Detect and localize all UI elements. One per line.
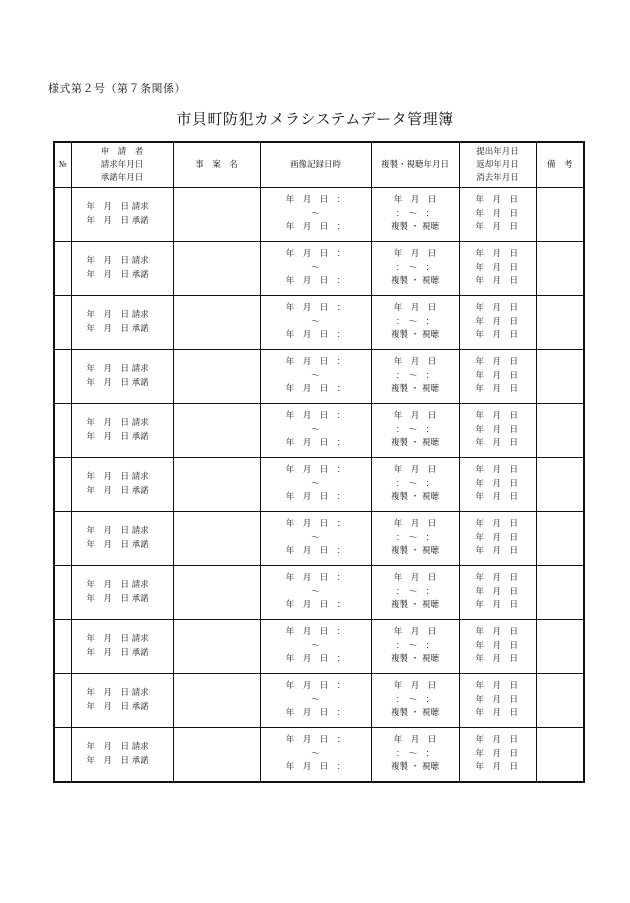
cell-record-datetime[interactable] — [260, 674, 371, 728]
copy-view-type-text: 複製 ・ 視聴 — [391, 654, 439, 665]
header-remarks: 備 考 — [536, 142, 584, 188]
header-request-date: 請求年月日 — [100, 159, 144, 170]
return-date-text: 年 月 日 — [475, 370, 519, 381]
approval-date-text: 年 月 日 承諾 — [86, 539, 149, 550]
erasure-date-text: 年 月 日 — [475, 600, 519, 611]
cell-matter[interactable] — [173, 620, 260, 674]
header-record-datetime: 画像記録日時 — [260, 142, 371, 188]
record-start-text: 年 月 日 ： — [285, 195, 346, 206]
copy-view-date-text: 年 月 日 — [393, 465, 437, 476]
request-date-text: 年 月 日 請求 — [86, 256, 149, 266]
record-end-text: 年 月 日 ： — [285, 492, 346, 503]
record-range-tilde: ～ — [311, 586, 320, 597]
table-header-row — [54, 142, 584, 188]
cell-dates[interactable] — [459, 296, 536, 350]
cell-applicant[interactable] — [71, 404, 173, 458]
submission-date-text: 年 月 日 — [475, 735, 519, 746]
header-submission-date: 提出年月日 — [476, 146, 519, 157]
request-date-text: 年 月 日 請求 — [86, 526, 149, 536]
erasure-date-text: 年 月 日 — [475, 384, 519, 395]
copy-view-type-text: 複製 ・ 視聴 — [391, 276, 439, 287]
cell-dates[interactable] — [459, 674, 536, 728]
record-range-tilde: ～ — [311, 262, 320, 273]
document-title: 市貝町防犯カメラシステムデータ管理簿 — [176, 110, 454, 128]
copy-view-date-text: 年 月 日 — [393, 735, 437, 746]
table-body — [54, 188, 584, 783]
cell-matter[interactable] — [173, 404, 260, 458]
copy-view-date-text: 年 月 日 — [393, 681, 437, 692]
approval-date-text: 年 月 日 承諾 — [86, 215, 149, 226]
cell-no[interactable] — [54, 242, 71, 296]
approval-date-text: 年 月 日 承諾 — [86, 647, 149, 658]
cell-matter[interactable] — [173, 296, 260, 350]
cell-remarks[interactable] — [536, 404, 584, 458]
cell-applicant[interactable] — [71, 458, 173, 512]
header-applicant — [71, 142, 173, 188]
cell-matter[interactable] — [173, 674, 260, 728]
cell-copy-view[interactable] — [371, 350, 459, 404]
submission-date-text: 年 月 日 — [475, 681, 519, 692]
cell-no[interactable] — [54, 512, 71, 566]
erasure-date-text: 年 月 日 — [475, 438, 519, 449]
erasure-date-text: 年 月 日 — [475, 330, 519, 341]
cell-matter[interactable] — [173, 512, 260, 566]
cell-dates[interactable] — [459, 188, 536, 242]
cell-remarks[interactable] — [536, 728, 584, 783]
cell-remarks[interactable] — [536, 620, 584, 674]
cell-applicant[interactable] — [71, 350, 173, 404]
cell-dates[interactable] — [459, 350, 536, 404]
record-end-text: 年 月 日 ： — [285, 330, 346, 341]
cell-no[interactable] — [54, 566, 71, 620]
cell-copy-view[interactable] — [371, 404, 459, 458]
submission-date-text: 年 月 日 — [475, 411, 519, 422]
cell-no[interactable] — [54, 674, 71, 728]
cell-no[interactable] — [54, 458, 71, 512]
cell-record-datetime[interactable] — [260, 566, 371, 620]
copy-view-date-text: 年 月 日 — [393, 303, 437, 314]
copy-view-time-text: ： ～ ： — [395, 694, 435, 705]
return-date-text: 年 月 日 — [475, 748, 519, 759]
cell-dates[interactable] — [459, 566, 536, 620]
record-start-text: 年 月 日 ： — [285, 573, 346, 584]
return-date-text: 年 月 日 — [475, 262, 519, 273]
submission-date-text: 年 月 日 — [475, 249, 519, 260]
header-applicant-label: 申 請 者 — [100, 146, 144, 157]
cell-matter[interactable] — [173, 728, 260, 783]
copy-view-type-text: 複製 ・ 視聴 — [391, 222, 439, 233]
header-no: № — [54, 142, 71, 188]
table-row — [54, 350, 584, 404]
record-start-text: 年 月 日 ： — [285, 465, 346, 476]
cell-matter[interactable] — [173, 188, 260, 242]
cell-copy-view[interactable] — [371, 458, 459, 512]
cell-remarks[interactable] — [536, 296, 584, 350]
copy-view-date-text: 年 月 日 — [393, 627, 437, 638]
table-row — [54, 512, 584, 566]
copy-view-time-text: ： ～ ： — [395, 262, 435, 273]
header-matter: 事 案 名 — [173, 142, 260, 188]
form-number: 様式第２号（第７条関係） — [48, 82, 186, 95]
copy-view-type-text: 複製 ・ 視聴 — [391, 438, 439, 449]
request-date-text: 年 月 日 請求 — [86, 310, 149, 320]
return-date-text: 年 月 日 — [475, 532, 519, 543]
copy-view-date-text: 年 月 日 — [393, 249, 437, 260]
submission-date-text: 年 月 日 — [475, 195, 519, 206]
cell-dates[interactable] — [459, 242, 536, 296]
record-end-text: 年 月 日 ： — [285, 222, 346, 233]
record-range-tilde: ～ — [311, 748, 320, 759]
header-erasure-date: 消去年月日 — [476, 172, 519, 183]
submission-date-text: 年 月 日 — [475, 573, 519, 584]
cell-copy-view[interactable] — [371, 242, 459, 296]
cell-applicant[interactable] — [71, 566, 173, 620]
table-row — [54, 458, 584, 512]
request-date-text: 年 月 日 請求 — [86, 580, 149, 590]
cell-record-datetime[interactable] — [260, 512, 371, 566]
approval-date-text: 年 月 日 承諾 — [86, 377, 149, 388]
submission-date-text: 年 月 日 — [475, 465, 519, 476]
cell-remarks[interactable] — [536, 350, 584, 404]
record-end-text: 年 月 日 ： — [285, 654, 346, 665]
cell-remarks[interactable] — [536, 458, 584, 512]
copy-view-time-text: ： ～ ： — [395, 478, 435, 489]
copy-view-date-text: 年 月 日 — [393, 573, 437, 584]
record-range-tilde: ～ — [311, 532, 320, 543]
record-start-text: 年 月 日 ： — [285, 249, 346, 260]
submission-date-text: 年 月 日 — [475, 357, 519, 368]
approval-date-text: 年 月 日 承諾 — [86, 485, 149, 496]
cell-matter[interactable] — [173, 458, 260, 512]
record-start-text: 年 月 日 ： — [285, 303, 346, 314]
cell-remarks[interactable] — [536, 242, 584, 296]
approval-date-text: 年 月 日 承諾 — [86, 701, 149, 712]
header-return-date: 返却年月日 — [476, 159, 519, 170]
cell-remarks[interactable] — [536, 512, 584, 566]
data-management-register-table — [53, 141, 585, 783]
copy-view-type-text: 複製 ・ 視聴 — [391, 600, 439, 611]
erasure-date-text: 年 月 日 — [475, 708, 519, 719]
cell-record-datetime[interactable] — [260, 404, 371, 458]
record-range-tilde: ～ — [311, 316, 320, 327]
cell-copy-view[interactable] — [371, 674, 459, 728]
record-range-tilde: ～ — [311, 208, 320, 219]
copy-view-time-text: ： ～ ： — [395, 316, 435, 327]
record-start-text: 年 月 日 ： — [285, 627, 346, 638]
cell-dates[interactable] — [459, 458, 536, 512]
cell-applicant[interactable] — [71, 512, 173, 566]
copy-view-type-text: 複製 ・ 視聴 — [391, 384, 439, 395]
record-end-text: 年 月 日 ： — [285, 762, 346, 773]
request-date-text: 年 月 日 請求 — [86, 364, 149, 374]
cell-remarks[interactable] — [536, 188, 584, 242]
cell-record-datetime[interactable] — [260, 728, 371, 783]
erasure-date-text: 年 月 日 — [475, 492, 519, 503]
header-copy-view-date: 複製・視聴年月日 — [371, 142, 459, 188]
request-date-text: 年 月 日 請求 — [86, 688, 149, 698]
cell-remarks[interactable] — [536, 674, 584, 728]
submission-date-text: 年 月 日 — [475, 519, 519, 530]
cell-record-datetime[interactable] — [260, 188, 371, 242]
copy-view-time-text: ： ～ ： — [395, 424, 435, 435]
request-date-text: 年 月 日 請求 — [86, 418, 149, 428]
erasure-date-text: 年 月 日 — [475, 762, 519, 773]
request-date-text: 年 月 日 請求 — [86, 472, 149, 482]
copy-view-type-text: 複製 ・ 視聴 — [391, 330, 439, 341]
return-date-text: 年 月 日 — [475, 208, 519, 219]
erasure-date-text: 年 月 日 — [475, 654, 519, 665]
table-row — [54, 404, 584, 458]
record-end-text: 年 月 日 ： — [285, 546, 346, 557]
header-dates — [459, 142, 536, 188]
cell-remarks[interactable] — [536, 566, 584, 620]
approval-date-text: 年 月 日 承諾 — [86, 323, 149, 334]
approval-date-text: 年 月 日 承諾 — [86, 755, 149, 766]
header-approval-date: 承諾年月日 — [100, 172, 144, 183]
record-end-text: 年 月 日 ： — [285, 384, 346, 395]
return-date-text: 年 月 日 — [475, 316, 519, 327]
cell-dates[interactable] — [459, 512, 536, 566]
cell-dates[interactable] — [459, 728, 536, 783]
request-date-text: 年 月 日 請求 — [86, 202, 149, 212]
copy-view-date-text: 年 月 日 — [393, 357, 437, 368]
copy-view-time-text: ： ～ ： — [395, 370, 435, 381]
copy-view-type-text: 複製 ・ 視聴 — [391, 492, 439, 503]
cell-no[interactable] — [54, 350, 71, 404]
cell-applicant[interactable] — [71, 674, 173, 728]
record-range-tilde: ～ — [311, 640, 320, 651]
cell-no[interactable] — [54, 404, 71, 458]
cell-applicant[interactable] — [71, 620, 173, 674]
submission-date-text: 年 月 日 — [475, 303, 519, 314]
table-row — [54, 566, 584, 620]
submission-date-text: 年 月 日 — [475, 627, 519, 638]
copy-view-type-text: 複製 ・ 視聴 — [391, 762, 439, 773]
return-date-text: 年 月 日 — [475, 694, 519, 705]
record-start-text: 年 月 日 ： — [285, 735, 346, 746]
copy-view-time-text: ： ～ ： — [395, 748, 435, 759]
table-row — [54, 728, 584, 783]
table-row — [54, 188, 584, 242]
table-row — [54, 620, 584, 674]
copy-view-time-text: ： ～ ： — [395, 532, 435, 543]
return-date-text: 年 月 日 — [475, 640, 519, 651]
return-date-text: 年 月 日 — [475, 424, 519, 435]
record-end-text: 年 月 日 ： — [285, 276, 346, 287]
request-date-text: 年 月 日 請求 — [86, 742, 149, 752]
cell-copy-view[interactable] — [371, 566, 459, 620]
cell-applicant[interactable] — [71, 242, 173, 296]
cell-record-datetime[interactable] — [260, 242, 371, 296]
cell-matter[interactable] — [173, 350, 260, 404]
approval-date-text: 年 月 日 承諾 — [86, 431, 149, 442]
record-end-text: 年 月 日 ： — [285, 438, 346, 449]
cell-matter[interactable] — [173, 242, 260, 296]
erasure-date-text: 年 月 日 — [475, 276, 519, 287]
record-end-text: 年 月 日 ： — [285, 708, 346, 719]
record-start-text: 年 月 日 ： — [285, 519, 346, 530]
cell-no[interactable] — [54, 296, 71, 350]
cell-copy-view[interactable] — [371, 728, 459, 783]
copy-view-time-text: ： ～ ： — [395, 586, 435, 597]
copy-view-date-text: 年 月 日 — [393, 195, 437, 206]
record-start-text: 年 月 日 ： — [285, 681, 346, 692]
cell-applicant[interactable] — [71, 296, 173, 350]
record-end-text: 年 月 日 ： — [285, 600, 346, 611]
cell-no[interactable] — [54, 620, 71, 674]
cell-copy-view[interactable] — [371, 188, 459, 242]
copy-view-time-text: ： ～ ： — [395, 640, 435, 651]
return-date-text: 年 月 日 — [475, 586, 519, 597]
request-date-text: 年 月 日 請求 — [86, 634, 149, 644]
copy-view-type-text: 複製 ・ 視聴 — [391, 708, 439, 719]
record-start-text: 年 月 日 ： — [285, 357, 346, 368]
cell-record-datetime[interactable] — [260, 458, 371, 512]
erasure-date-text: 年 月 日 — [475, 546, 519, 557]
copy-view-date-text: 年 月 日 — [393, 411, 437, 422]
copy-view-time-text: ： ～ ： — [395, 208, 435, 219]
cell-copy-view[interactable] — [371, 296, 459, 350]
copy-view-type-text: 複製 ・ 視聴 — [391, 546, 439, 557]
approval-date-text: 年 月 日 承諾 — [86, 593, 149, 604]
cell-no[interactable] — [54, 728, 71, 783]
erasure-date-text: 年 月 日 — [475, 222, 519, 233]
cell-no[interactable] — [54, 188, 71, 242]
record-range-tilde: ～ — [311, 424, 320, 435]
cell-dates[interactable] — [459, 620, 536, 674]
cell-applicant[interactable] — [71, 728, 173, 783]
record-range-tilde: ～ — [311, 694, 320, 705]
cell-record-datetime[interactable] — [260, 296, 371, 350]
cell-copy-view[interactable] — [371, 512, 459, 566]
record-range-tilde: ～ — [311, 370, 320, 381]
copy-view-date-text: 年 月 日 — [393, 519, 437, 530]
return-date-text: 年 月 日 — [475, 478, 519, 489]
cell-dates[interactable] — [459, 404, 536, 458]
approval-date-text: 年 月 日 承諾 — [86, 269, 149, 280]
cell-applicant[interactable] — [71, 188, 173, 242]
table-row — [54, 242, 584, 296]
cell-record-datetime[interactable] — [260, 350, 371, 404]
record-range-tilde: ～ — [311, 478, 320, 489]
table-row — [54, 296, 584, 350]
record-start-text: 年 月 日 ： — [285, 411, 346, 422]
cell-copy-view[interactable] — [371, 620, 459, 674]
cell-matter[interactable] — [173, 566, 260, 620]
cell-record-datetime[interactable] — [260, 620, 371, 674]
table-row — [54, 674, 584, 728]
